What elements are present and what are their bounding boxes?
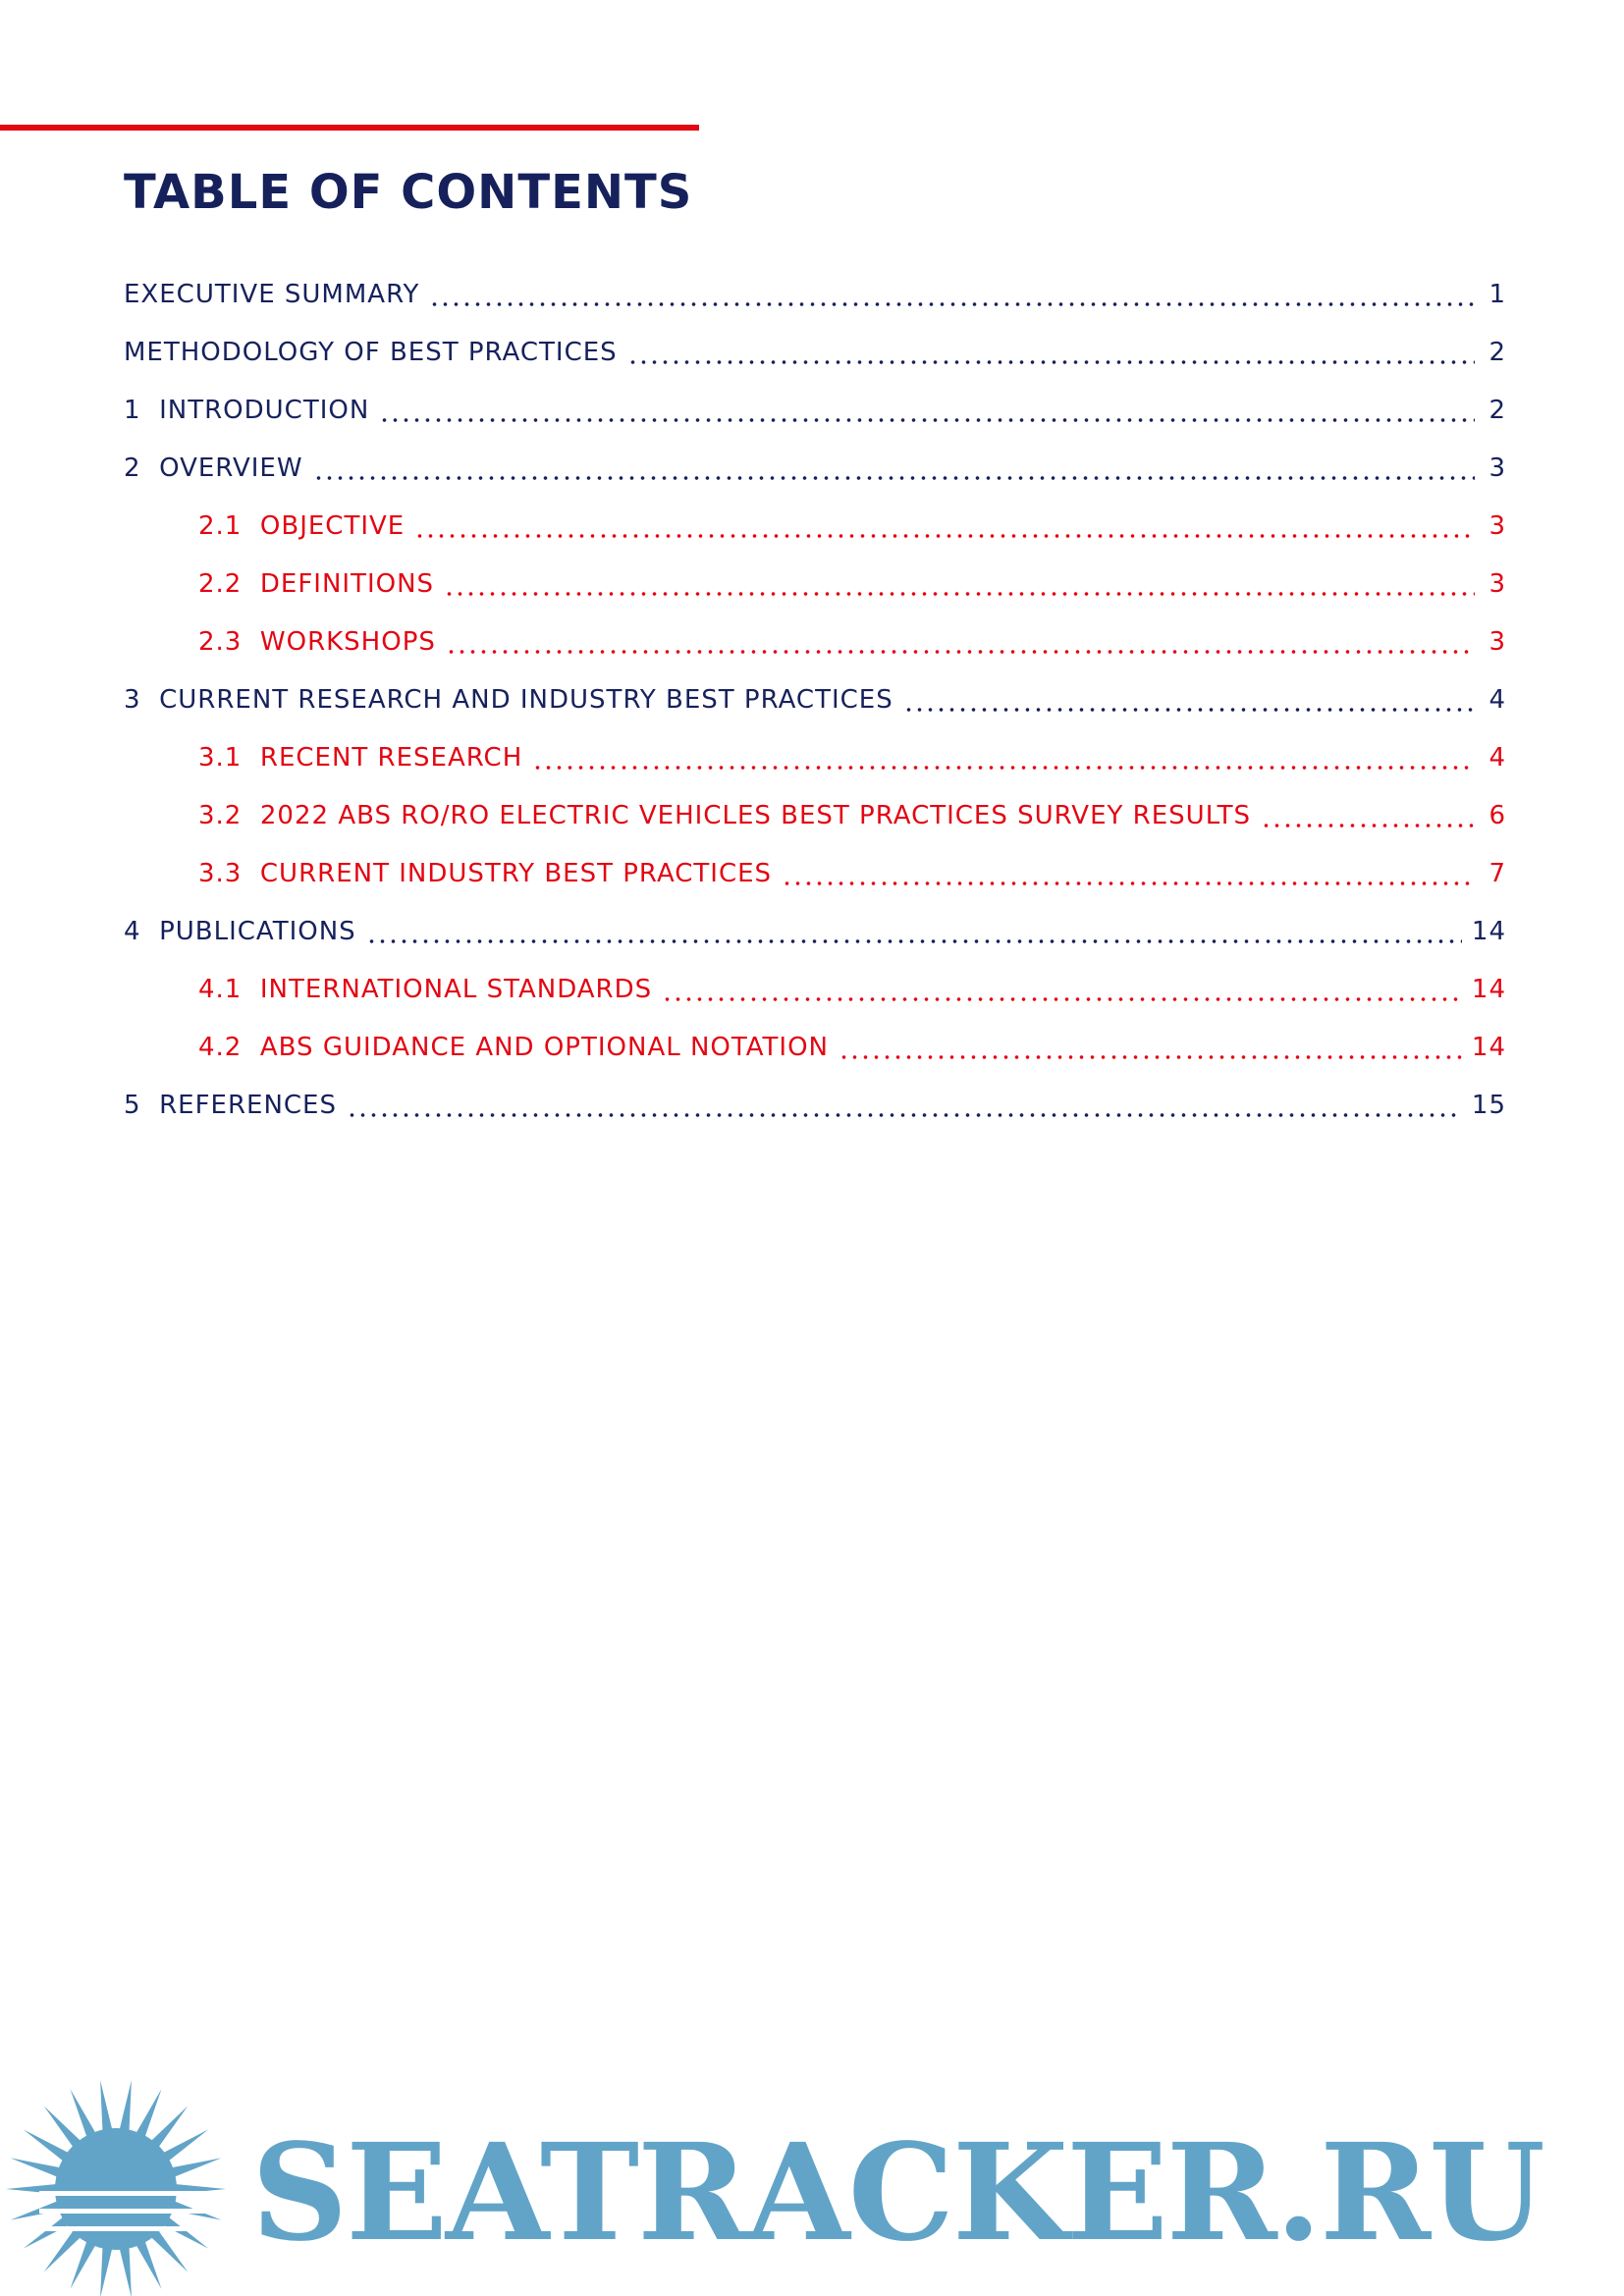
sun-ray [100,2244,113,2296]
toc-entry[interactable] [124,844,1506,902]
toc-entry-title: OVERVIEW [159,453,303,483]
toc-entry-page: 3 [1489,568,1506,599]
toc-entry[interactable] [124,670,1506,728]
toc-entry-number: 2.3 [198,626,243,657]
dot-leader [662,977,1462,1002]
sun-ray [135,2089,161,2140]
toc-entry[interactable] [124,497,1506,555]
toc-entry[interactable] [124,1018,1506,1076]
dot-leader [446,629,1475,655]
toc-entry[interactable] [124,960,1506,1018]
toc-entry[interactable] [124,902,1506,960]
toc-entry-number: 3 [124,684,141,715]
toc-entry[interactable] [124,439,1506,497]
toc-entry-title: RECENT RESEARCH [259,742,523,773]
top-red-rule [0,125,699,131]
page-title: TABLE OF CONTENTS [124,165,693,220]
toc-entry-number: 4.1 [198,974,243,1004]
toc-entry-page: 4 [1489,684,1506,715]
watermark-text: SEATRACKER.RU [251,2114,1543,2271]
toc-entry-page: 2 [1489,337,1506,367]
toc-entry-page: 2 [1489,395,1506,425]
toc-entry-number: 3.2 [198,800,243,830]
sun-ray [169,2158,222,2177]
sun-ray [71,2238,97,2289]
sun-ray [100,2080,113,2134]
toc-entry-title: 2022 ABS RO/RO ELECTRIC VEHICLES BEST PRACTICES SURVEY RESULTS [259,800,1251,830]
toc-entry-page: 1 [1489,279,1506,309]
toc-entry[interactable] [124,613,1506,670]
toc-entry-number: 4 [124,916,141,946]
dot-leader [313,455,1475,481]
toc-entry[interactable] [124,323,1506,381]
dot-leader [379,398,1475,423]
toc-entry[interactable] [124,786,1506,844]
toc-entry-number: 1 [124,395,141,425]
toc-entry-number: 2.2 [198,568,243,599]
dot-leader [627,340,1475,365]
toc-entry-page: 4 [1489,742,1506,773]
toc-entry-page: 14 [1471,1032,1506,1062]
sun-ray [11,2158,64,2177]
dot-leader [366,919,1462,944]
toc-entry-title: CURRENT INDUSTRY BEST PRACTICES [259,858,773,888]
dot-leader [903,687,1475,713]
dot-leader [347,1093,1462,1118]
toc-entry-title: OBJECTIVE [259,510,406,541]
toc-entry-title: METHODOLOGY OF BEST PRACTICES [124,337,618,367]
toc-entry-number: 3.3 [198,858,243,888]
toc-entry[interactable] [124,555,1506,613]
dot-leader [532,745,1475,771]
toc-entry-page: 14 [1471,916,1506,946]
sun-ray [71,2089,97,2140]
toc-entry-title: INTRODUCTION [159,395,370,425]
toc-entry-title: REFERENCES [159,1090,337,1120]
toc-entry-title: CURRENT RESEARCH AND INDUSTRY BEST PRACTICES [159,684,893,715]
dot-leader [839,1035,1462,1060]
toc-entry[interactable] [124,265,1506,323]
sun-ray [119,2244,132,2296]
watermark [0,2071,1624,2296]
toc-entry-number: 5 [124,1090,141,1120]
dot-leader [782,861,1475,886]
dot-leader [429,282,1475,307]
toc-entry[interactable] [124,381,1506,439]
toc-entry-number: 3.1 [198,742,243,773]
sun-ray [135,2238,161,2289]
toc-entry-page: 6 [1489,800,1506,830]
toc-entry[interactable] [124,728,1506,786]
dot-leader [414,513,1475,539]
toc-entry-page: 3 [1489,626,1506,657]
toc-entry-number: 4.2 [198,1032,243,1062]
toc-entry-title: DEFINITIONS [259,568,435,599]
sun-ray [119,2080,132,2134]
toc-entry-page: 3 [1489,453,1506,483]
toc-entry-page: 7 [1489,858,1506,888]
table-of-contents [124,265,1506,1134]
toc-entry-title: PUBLICATIONS [159,916,356,946]
dot-leader [1261,803,1475,828]
dot-leader [444,571,1475,597]
toc-entry-page: 3 [1489,510,1506,541]
toc-entry-number: 2.1 [198,510,243,541]
sun-icon [0,2071,245,2296]
toc-entry-title: EXECUTIVE SUMMARY [124,279,420,309]
toc-entry-page: 15 [1471,1090,1506,1120]
toc-entry-title: ABS GUIDANCE AND OPTIONAL NOTATION [259,1032,829,1062]
toc-entry-title: WORKSHOPS [259,626,436,657]
toc-entry-title: INTERNATIONAL STANDARDS [259,974,653,1004]
toc-entry[interactable] [124,1076,1506,1134]
toc-entry-number: 2 [124,453,141,483]
toc-entry-page: 14 [1471,974,1506,1004]
